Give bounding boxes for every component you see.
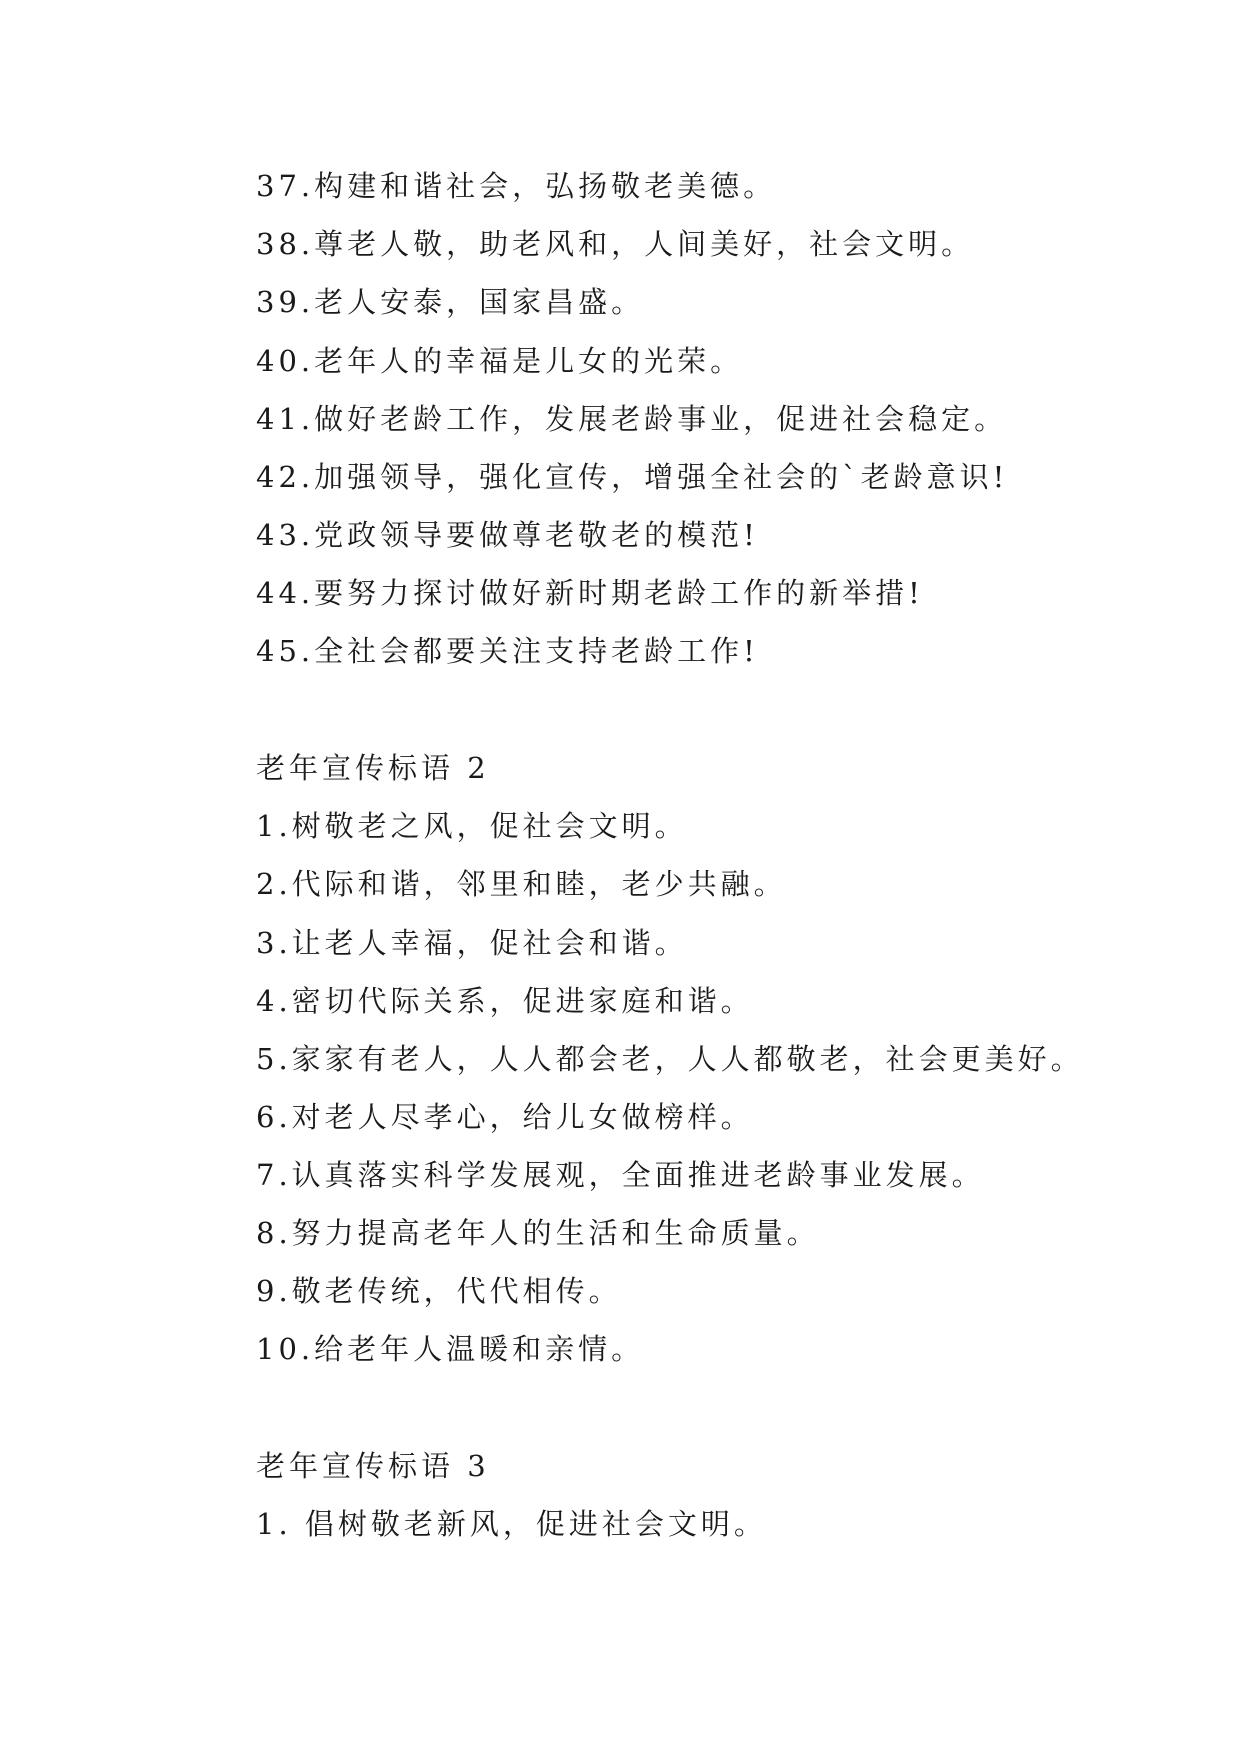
list-item: 3.让老人幸福，促社会和谐。 [256, 926, 688, 960]
list-item: 6.对老人尽孝心，给儿女做榜样。 [256, 1100, 754, 1134]
list-item: 41.做好老龄工作，发展老龄事业，促进社会稳定。 [256, 402, 1008, 436]
list-item: 2.代际和谐，邻里和睦，老少共融。 [256, 867, 787, 901]
list-item: 1.树敬老之风，促社会文明。 [256, 809, 688, 843]
list-item: 40.老年人的幸福是儿女的光荣。 [256, 344, 744, 378]
list-item: 43.党政领导要做尊老敬老的模范! [256, 518, 759, 552]
list-item: 7.认真落实科学发展观，全面推进老龄事业发展。 [256, 1158, 985, 1192]
section-heading: 老年宣传标语 3 [256, 1449, 490, 1483]
list-item: 39.老人安泰，国家昌盛。 [256, 285, 645, 319]
list-item: 1. 倡树敬老新风，促进社会文明。 [256, 1507, 767, 1541]
section-heading: 老年宣传标语 2 [256, 751, 490, 785]
list-item: 44.要努力探讨做好新时期老龄工作的新举措! [256, 576, 924, 610]
list-item: 4.密切代际关系，促进家庭和谐。 [256, 984, 754, 1018]
list-item: 42.加强领导，强化宣传，增强全社会的`老龄意识! [256, 460, 1009, 494]
list-item: 45.全社会都要关注支持老龄工作! [256, 634, 759, 668]
list-item: 10.给老年人温暖和亲情。 [256, 1332, 645, 1366]
list-item: 9.敬老传统，代代相传。 [256, 1274, 622, 1308]
list-item: 38.尊老人敬，助老风和，人间美好，社会文明。 [256, 227, 975, 261]
list-item: 5.家家有老人，人人都会老，人人都敬老，社会更美好。 [256, 1042, 1084, 1076]
list-item: 8.努力提高老年人的生活和生命质量。 [256, 1216, 820, 1250]
list-item: 37.构建和谐社会，弘扬敬老美德。 [256, 169, 777, 203]
